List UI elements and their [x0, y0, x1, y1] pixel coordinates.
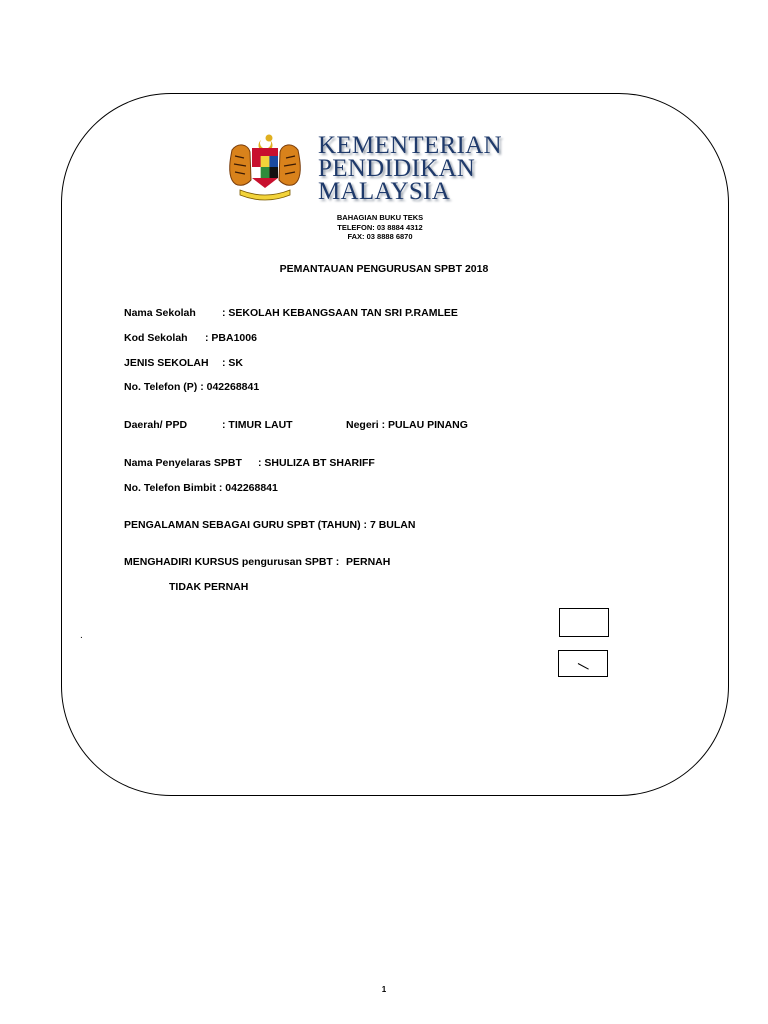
- jenis-sekolah-value: : SK: [222, 357, 243, 369]
- kod-sekolah-value: : PBA1006: [205, 332, 257, 344]
- daerah-label: Daerah/ PPD: [124, 419, 188, 431]
- stray-mark: .: [80, 630, 83, 641]
- department-fax: FAX: 03 8888 6870: [347, 232, 413, 241]
- department-telefon: TELEFON: 03 8884 4312: [337, 222, 423, 232]
- tidak-pernah-checkbox[interactable]: [558, 650, 608, 677]
- penyelaras-label: Nama Penyelaras SPBT: [124, 457, 242, 469]
- ministry-logo-text: [318, 134, 502, 203]
- logo-line: PENDIDIKAN: [318, 155, 476, 182]
- department-block: [300, 213, 460, 242]
- logo-line: MALAYSIA: [318, 178, 451, 205]
- pernah-checkbox[interactable]: [559, 608, 609, 637]
- daerah-value: : TIMUR LAUT: [222, 419, 293, 431]
- penyelaras-value: : SHULIZA BT SHARIFF: [258, 457, 375, 469]
- option-pernah-label: PERNAH: [346, 556, 391, 568]
- option-tidak-pernah-label: TIDAK PERNAH: [169, 581, 249, 593]
- pengalaman-field: PENGALAMAN SEBAGAI GURU SPBT (TAHUN) : 7 BULAN: [124, 519, 416, 531]
- check-mark-icon: [578, 663, 589, 670]
- department-name: BAHAGIAN BUKU TEKS: [336, 213, 424, 222]
- document-title: PEMANTAUAN PENGURUSAN SPBT 2018: [279, 263, 489, 275]
- telefon-p-field: No. Telefon (P) : 042268841: [124, 381, 260, 393]
- logo-line: KEMENTERIAN: [318, 132, 502, 159]
- negeri-field: Negeri : PULAU PINANG: [346, 419, 468, 431]
- page-number: 1: [381, 985, 387, 994]
- kursus-label: MENGHADIRI KURSUS pengurusan SPBT :: [124, 556, 340, 568]
- jenis-sekolah-label: JENIS SEKOLAH: [124, 357, 209, 369]
- telefon-bimbit-field: No. Telefon Bimbit : 042268841: [124, 482, 278, 494]
- nama-sekolah-value: : SEKOLAH KEBANGSAAN TAN SRI P.RAMLEE: [222, 307, 458, 319]
- coat-of-arms-icon: [224, 130, 306, 204]
- nama-sekolah-label: Nama Sekolah: [124, 307, 196, 319]
- kod-sekolah-label: Kod Sekolah: [124, 332, 188, 344]
